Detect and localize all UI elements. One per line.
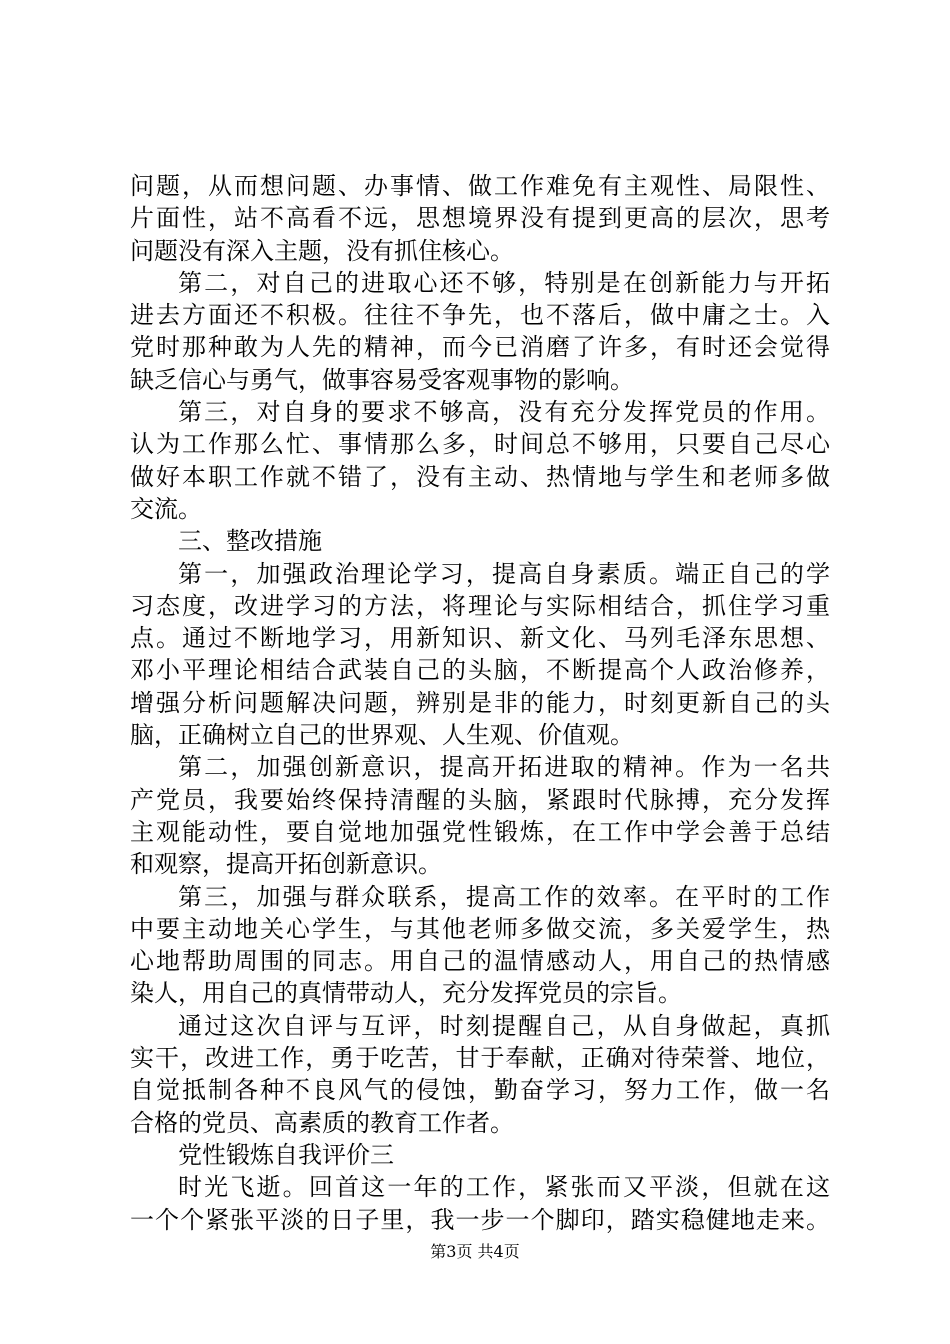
text-line: 进去方面还不积极。往往不争先，也不落后，做中庸之士。入 [130, 301, 830, 330]
text-line: 通过这次自评与互评，时刻提醒自己，从自身做起，真抓 [178, 1011, 830, 1040]
text-line: 时光飞逝。回首这一年的工作，紧张而又平淡，但就在这 [178, 1173, 830, 1202]
text-line: 做好本职工作就不错了，没有主动、热情地与学生和老师多做 [130, 462, 830, 491]
text-line: 染人，用自己的真情带动人，充分发挥党员的宗旨。 [130, 979, 682, 1008]
text-line: 三、整改措施 [178, 527, 322, 556]
text-line: 心地帮助周围的同志。用自己的温情感动人，用自己的热情感 [130, 947, 830, 976]
text-line: 片面性，站不高看不远，思想境界没有提到更高的层次，思考 [130, 204, 830, 233]
text-line: 自觉抵制各种不良风气的侵蚀，勤奋学习，努力工作，做一名 [130, 1076, 830, 1105]
text-line: 问题，从而想问题、办事情、做工作难免有主观性、局限性、 [130, 172, 830, 200]
text-line: 一个个紧张平淡的日子里，我一步一个脚印，踏实稳健地走来。 [130, 1205, 830, 1234]
text-line: 党时那种敢为人先的精神，而今已消磨了许多，有时还会觉得 [130, 333, 830, 362]
text-line: 党性锻炼自我评价三 [178, 1140, 394, 1169]
text-line: 认为工作那么忙、事情那么多，时间总不够用，只要自己尽心 [130, 430, 830, 459]
text-line: 第一，加强政治理论学习，提高自身素质。端正自己的学 [178, 559, 830, 588]
text-line: 脑，正确树立自己的世界观、人生观、价值观。 [130, 721, 634, 750]
text-line: 缺乏信心与勇气，做事容易受客观事物的影响。 [130, 365, 634, 394]
text-line: 邓小平理论相结合武装自己的头脑，不断提高个人政治修养， [130, 656, 830, 685]
text-line: 问题没有深入主题，没有抓住核心。 [130, 236, 514, 265]
text-line: 产党员，我要始终保持清醒的头脑，紧跟时代脉搏，充分发挥 [130, 785, 830, 814]
text-line: 第二，加强创新意识，提高开拓进取的精神。作为一名共 [178, 753, 830, 782]
text-line: 中要主动地关心学生，与其他老师多做交流，多关爱学生，热 [130, 914, 830, 943]
text-line: 主观能动性，要自觉地加强党性锻炼，在工作中学会善于总结 [130, 817, 830, 846]
text-line: 增强分析问题解决问题，辨别是非的能力，时刻更新自己的头 [130, 688, 830, 717]
text-line: 合格的党员、高素质的教育工作者。 [130, 1108, 514, 1137]
text-line: 第二，对自己的进取心还不够，特别是在创新能力与开拓 [178, 268, 830, 297]
text-line: 点。通过不断地学习，用新知识、新文化、马列毛泽东思想、 [130, 624, 830, 653]
page-footer: 第3页 共4页 [430, 1242, 520, 1261]
text-line: 第三，对自身的要求不够高，没有充分发挥党员的作用。 [178, 398, 830, 427]
text-line: 实干，改进工作，勇于吃苦，甘于奉献，正确对待荣誉、地位， [130, 1044, 830, 1073]
text-line: 和观察，提高开拓创新意识。 [130, 850, 442, 879]
text-line: 第三，加强与群众联系，提高工作的效率。在平时的工作 [178, 882, 830, 911]
text-line: 习态度，改进学习的方法，将理论与实际相结合，抓住学习重 [130, 591, 830, 620]
text-line: 交流。 [130, 494, 202, 523]
document-body [130, 170, 830, 1236]
